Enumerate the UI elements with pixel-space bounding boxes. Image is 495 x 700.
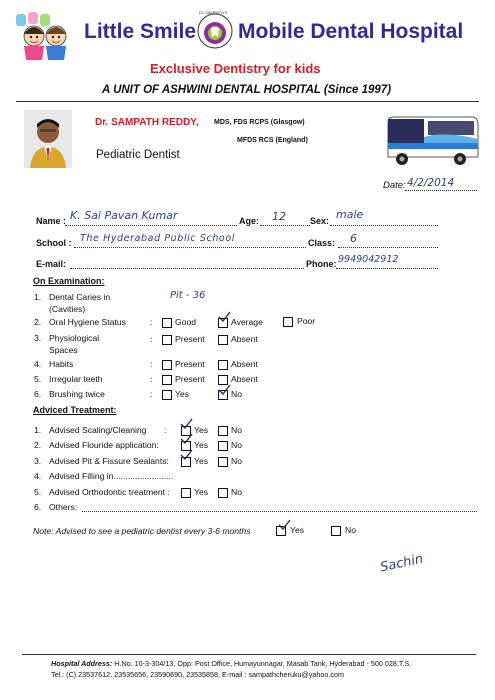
doctor-title: Pediatric Dentist bbox=[96, 149, 180, 161]
bus-icon bbox=[384, 113, 480, 167]
dental-caries-value: Pit - 36 bbox=[170, 290, 206, 301]
sealants-no-label: No bbox=[231, 456, 242, 466]
habits-absent-label: Absent bbox=[231, 359, 258, 369]
habits-present-label: Present bbox=[175, 359, 205, 369]
header-rule bbox=[16, 101, 479, 102]
treat-label-others: Others: bbox=[49, 502, 78, 512]
physiological-present-checkbox[interactable] bbox=[162, 335, 172, 345]
badge-text: Dr. SAMPATH'S bbox=[199, 10, 228, 15]
sealants-no-checkbox[interactable] bbox=[218, 457, 228, 467]
treat-num-3: 3. bbox=[34, 456, 42, 466]
treat-label-filling: Advised Filling in......................... bbox=[49, 471, 174, 481]
exam-colon-2: : bbox=[150, 317, 153, 327]
scaling-yes-tick bbox=[180, 418, 193, 429]
brushing-yes-checkbox[interactable] bbox=[162, 390, 172, 400]
note-no-checkbox[interactable] bbox=[331, 526, 341, 536]
physiological-absent-label: Absent bbox=[231, 334, 258, 344]
oral-hygiene-average-tick bbox=[218, 311, 231, 322]
treat-num-2: 2. bbox=[34, 440, 42, 450]
sealants-yes-label: Yes bbox=[194, 456, 209, 466]
exam-colon-5: : bbox=[150, 374, 153, 384]
footer-rule bbox=[22, 654, 476, 655]
school-line bbox=[74, 247, 306, 248]
exam-colon-6: : bbox=[150, 389, 153, 399]
phone-line bbox=[336, 268, 438, 269]
sex-line bbox=[330, 225, 438, 226]
age-line bbox=[260, 225, 310, 226]
orthodontic-no-checkbox[interactable] bbox=[218, 488, 228, 498]
oral-hygiene-poor-label: Poor bbox=[297, 316, 316, 326]
others-line bbox=[82, 511, 477, 512]
treat-colon-1: : bbox=[164, 425, 167, 435]
name-value: K. Sai Pavan Kumar bbox=[70, 209, 178, 222]
irregular-present-checkbox[interactable] bbox=[162, 375, 172, 385]
date-line bbox=[405, 190, 477, 191]
note-yes-label: Yes bbox=[290, 525, 305, 535]
sealants-yes-tick bbox=[180, 449, 193, 460]
exam-colon-3: : bbox=[150, 334, 153, 344]
scaling-no-checkbox[interactable] bbox=[218, 426, 228, 436]
flouride-no-checkbox[interactable] bbox=[218, 441, 228, 451]
treat-num-1: 1. bbox=[34, 425, 42, 435]
treat-label-orthodontic: Advised Orthodontic treatment : bbox=[49, 487, 170, 497]
exam-label-habits: Habits bbox=[49, 359, 74, 369]
signature: Sachin bbox=[378, 551, 425, 576]
exam-num-5: 5. bbox=[34, 374, 42, 384]
treat-num-5: 5. bbox=[34, 487, 42, 497]
email-line bbox=[70, 268, 304, 269]
age-label: Age: bbox=[239, 216, 259, 226]
doctor-name: Dr. SAMPATH REDDY, bbox=[95, 117, 199, 128]
exam-num-3: 3. bbox=[34, 333, 42, 343]
exam-label-irregular-teeth: Irregular teeth bbox=[49, 374, 103, 384]
class-label: Class: bbox=[308, 238, 336, 248]
examination-heading: On Examination: bbox=[33, 276, 105, 286]
kids-logo-icon bbox=[12, 10, 80, 62]
sex-value: male bbox=[336, 208, 364, 221]
email-label: E-mail: bbox=[36, 259, 67, 269]
doctor-quals-2: MFDS RCS (England) bbox=[237, 137, 308, 144]
clinic-name-right: Mobile Dental Hospital bbox=[238, 20, 464, 43]
class-value: 6 bbox=[350, 232, 357, 245]
exam-label-dental-caries: Dental Caries in bbox=[49, 292, 111, 302]
orthodontic-yes-checkbox[interactable] bbox=[181, 488, 191, 498]
exam-label-physiological: Physiological bbox=[49, 333, 100, 343]
footer-tel: Tel.: (C) 23537612, 23535656, 23590690, 23535858, E-mail : sampathcheruku@yahoo.com bbox=[51, 670, 344, 679]
class-line bbox=[338, 247, 438, 248]
name-label: Name : bbox=[36, 216, 67, 226]
oral-hygiene-average-label: Average bbox=[231, 317, 263, 327]
clinic-name-left: Little Smile bbox=[84, 20, 197, 43]
oral-hygiene-poor-checkbox[interactable] bbox=[283, 317, 293, 327]
treat-label-scaling: Advised Scaling/Cleaning bbox=[49, 425, 147, 435]
exam-sub-spaces: Spaces bbox=[49, 345, 78, 355]
flouride-yes-label: Yes bbox=[194, 440, 209, 450]
age-value: 12 bbox=[272, 210, 286, 223]
scaling-no-label: No bbox=[231, 425, 242, 435]
physiological-present-label: Present bbox=[175, 334, 205, 344]
name-line bbox=[65, 225, 237, 226]
badge-icon bbox=[196, 12, 234, 50]
school-label: School : bbox=[36, 238, 72, 248]
exam-sub-cavities: (Cavities) bbox=[49, 304, 86, 314]
phone-label: Phone: bbox=[306, 259, 337, 269]
footer-address-line bbox=[51, 659, 411, 668]
treat-label-flouride: Advised Flouride application: bbox=[49, 440, 159, 450]
irregular-present-label: Present bbox=[175, 374, 205, 384]
date-value: 4/2/2014 bbox=[407, 177, 455, 189]
date-label: Date: bbox=[383, 180, 406, 191]
irregular-absent-label: Absent bbox=[231, 374, 258, 384]
exam-colon-4: : bbox=[150, 359, 153, 369]
oral-hygiene-good-checkbox[interactable] bbox=[162, 318, 172, 328]
note-no-label: No bbox=[345, 525, 356, 535]
exam-num-4: 4. bbox=[34, 359, 42, 369]
treat-num-6: 6. bbox=[34, 502, 42, 512]
oral-hygiene-good-label: Good bbox=[175, 317, 197, 327]
exam-num-2: 2. bbox=[34, 317, 42, 327]
school-value: The Hyderabad Public School bbox=[80, 233, 235, 244]
physiological-absent-checkbox[interactable] bbox=[218, 335, 228, 345]
exam-num-6: 6. bbox=[34, 389, 42, 399]
habits-absent-checkbox[interactable] bbox=[218, 360, 228, 370]
scaling-yes-label: Yes bbox=[194, 425, 209, 435]
doctor-photo bbox=[24, 110, 72, 168]
treat-num-4: 4. bbox=[34, 471, 42, 481]
habits-present-checkbox[interactable] bbox=[162, 360, 172, 370]
footer-address: H.No. 10-3-304/13, Opp: Post Office, Humayunnagar, Masab Tank, Hyderabad - 500 028.T.S. bbox=[114, 659, 412, 668]
orthodontic-yes-label: Yes bbox=[194, 487, 209, 497]
brushing-no-label: No bbox=[231, 389, 242, 399]
exam-label-brushing: Brushing twice bbox=[49, 389, 105, 399]
doctor-quals-1: MDS, FDS RCPS (Glasgow) bbox=[214, 119, 305, 126]
phone-value: 9949042912 bbox=[338, 254, 399, 265]
exam-label-oral-hygiene: Oral Hygiene Status bbox=[49, 317, 126, 327]
treat-label-sealants: Advised Pit & Fissure Sealants: bbox=[49, 456, 169, 466]
exam-num-1: 1. bbox=[34, 292, 42, 302]
tagline: Exclusive Dentistry for kids bbox=[150, 61, 321, 76]
treatment-heading: Adviced Treatment: bbox=[33, 405, 117, 415]
orthodontic-no-label: No bbox=[231, 487, 242, 497]
flouride-yes-tick bbox=[180, 433, 193, 444]
note-text: Note: Advised to see a pediatric dentist every 3-6 months bbox=[33, 526, 251, 536]
sex-label: Sex: bbox=[310, 216, 330, 226]
brushing-no-tick bbox=[218, 384, 231, 395]
brushing-yes-label: Yes bbox=[175, 389, 190, 399]
footer-address-label: Hospital Address: bbox=[51, 659, 113, 668]
unit-line: A UNIT OF ASHWINI DENTAL HOSPITAL (Since 1997) bbox=[102, 84, 392, 96]
flouride-no-label: No bbox=[231, 440, 242, 450]
